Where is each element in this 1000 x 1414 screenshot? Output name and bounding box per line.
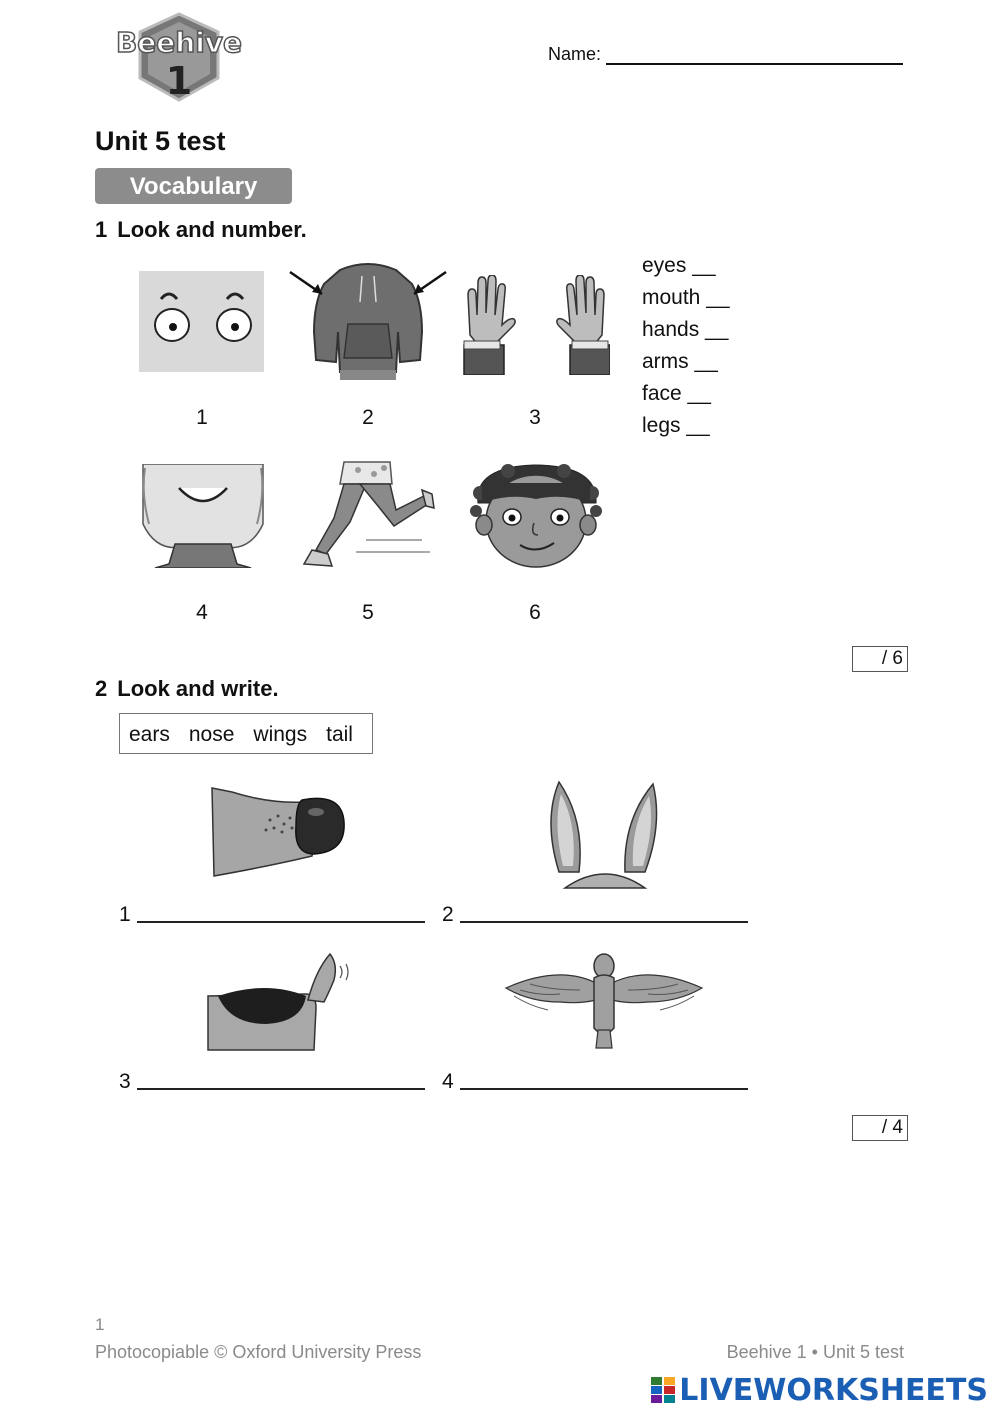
word-bank-item: ears (129, 723, 170, 746)
watermark-text: LIVEWORKSHEETS (679, 1372, 988, 1408)
exercise2-heading (95, 676, 279, 702)
page-title: Unit 5 test (95, 126, 226, 156)
answer-field-2[interactable] (460, 921, 748, 923)
word-hands[interactable]: hands __ (642, 318, 729, 341)
hoodie-arms-icon (288, 262, 448, 382)
word-bank-item: tail (326, 723, 353, 746)
exercise2-instruction: Look and write. (117, 676, 279, 701)
copyright-note: Photocopiable © Oxford University Press (95, 1342, 422, 1362)
exercise2-number: 2 (95, 676, 108, 701)
answer-number: 4 (442, 1070, 454, 1093)
eyes-icon (139, 271, 264, 372)
legs-icon (300, 460, 438, 572)
exercise1-number: 1 (95, 217, 108, 242)
answer-row-3 (119, 1070, 425, 1094)
name-label: Name: (548, 44, 602, 64)
exercise1-instruction: Look and number. (117, 217, 307, 242)
section-tab: Vocabulary (95, 168, 292, 204)
word-eyes[interactable]: eyes __ (642, 254, 716, 277)
name-field[interactable] (606, 63, 903, 65)
exercise1-score-box: / 6 (852, 646, 908, 672)
page-number: 1 (95, 1315, 105, 1334)
rabbit-ears-icon (545, 780, 665, 890)
word-bank (119, 713, 373, 754)
exercise2-score-box: / 4 (852, 1115, 908, 1141)
logo-level: 1 (165, 59, 193, 103)
picture-number-1: 1 (196, 406, 208, 429)
beehive-logo (112, 12, 246, 104)
bird-wings-icon (500, 950, 708, 1050)
picture-number-2: 2 (362, 406, 374, 429)
answer-row-2 (442, 903, 748, 927)
body-part-word-list (642, 250, 730, 442)
answer-field-3[interactable] (137, 1088, 425, 1090)
face-icon (468, 463, 604, 569)
answer-row-1 (119, 903, 425, 927)
picture-number-4: 4 (196, 601, 208, 624)
picture-number-5: 5 (362, 601, 374, 624)
word-mouth[interactable]: mouth __ (642, 286, 730, 309)
mouth-icon (139, 464, 267, 568)
answer-field-4[interactable] (460, 1088, 748, 1090)
answer-row-4 (442, 1070, 748, 1094)
word-bank-item: wings (253, 723, 308, 746)
word-face[interactable]: face __ (642, 382, 711, 405)
liveworksheets-logo-icon (651, 1377, 675, 1403)
answer-number: 3 (119, 1070, 131, 1093)
dog-tail-icon (206, 950, 356, 1052)
liveworksheets-watermark (651, 1372, 988, 1408)
word-arms[interactable]: arms __ (642, 350, 718, 373)
answer-number: 1 (119, 903, 131, 926)
hands-icon (462, 275, 610, 375)
dog-nose-icon (210, 786, 350, 878)
picture-number-6: 6 (529, 601, 541, 624)
logo-brand: Beehive (115, 26, 243, 59)
answer-field-1[interactable] (137, 921, 425, 923)
word-bank-item: nose (188, 723, 235, 746)
answer-number: 2 (442, 903, 454, 926)
course-label: Beehive 1 • Unit 5 test (726, 1342, 904, 1362)
picture-number-3: 3 (529, 406, 541, 429)
exercise1-heading (95, 217, 307, 243)
word-legs[interactable]: legs __ (642, 414, 710, 437)
